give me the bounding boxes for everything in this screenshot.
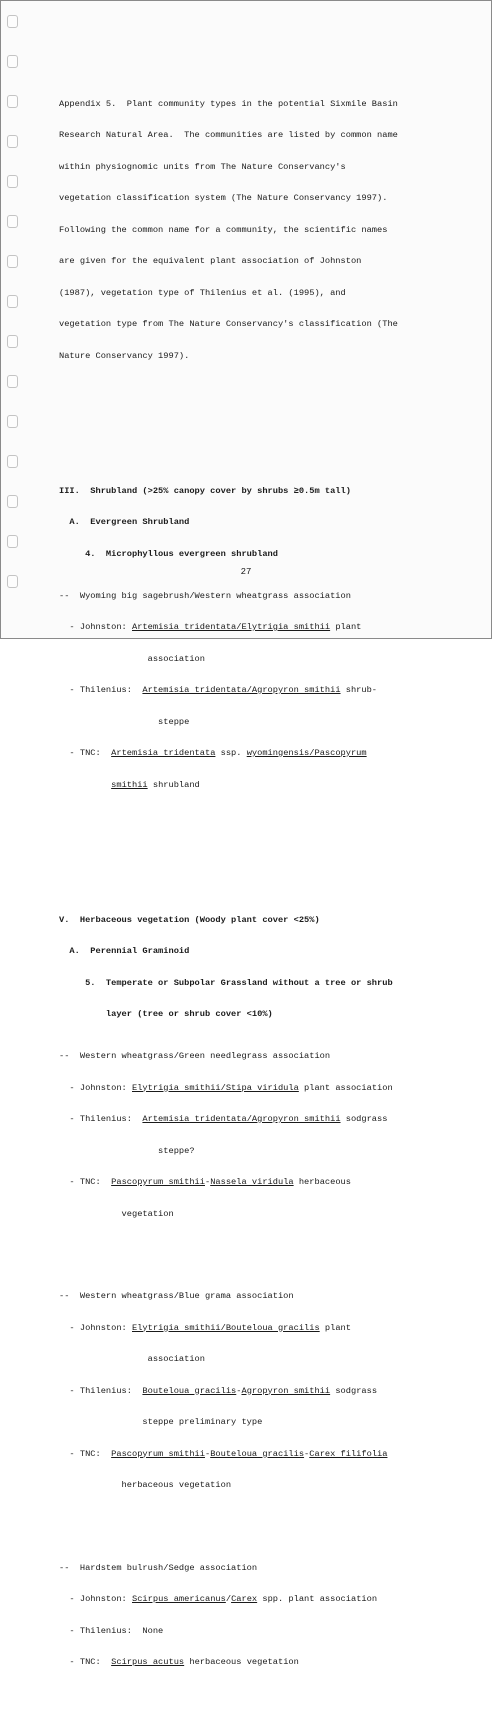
subsection-heading: 4. Microphyllous evergreen shrubland <box>59 548 278 559</box>
thilenius-entry-cont: steppe? <box>59 1145 195 1156</box>
section-heading: V. Herbaceous vegetation (Woody plant cover <25%) <box>59 914 320 925</box>
section-herbaceous <box>59 894 474 1689</box>
binding-hole <box>7 255 18 268</box>
intro-line: vegetation classification system (The Nature Conservancy 1997). <box>59 193 388 203</box>
intro-line: (1987), vegetation type of Thilenius et al. (1995), and <box>59 287 346 298</box>
thilenius-entry: - Thilenius: None <box>59 1625 164 1636</box>
binding-hole <box>7 55 18 68</box>
page-number: 27 <box>240 567 252 577</box>
binding-hole <box>7 335 18 348</box>
community-name: -- Wyoming big sagebrush/Western wheatgrass association <box>59 590 351 601</box>
intro-line: Appendix 5. Plant community types in the potential Sixmile Basin <box>59 98 398 109</box>
section-heading: III. Shrubland (>25% canopy cover by shrubs ≥0.5m tall) <box>59 485 351 496</box>
binding-hole <box>7 135 18 148</box>
binding-hole <box>7 215 18 228</box>
community-name: -- Western wheatgrass/Blue grama association <box>59 1291 294 1301</box>
tnc-entry: - TNC: Pascopyrum smithii-Nassela viridula herbaceous <box>59 1177 351 1187</box>
thilenius-entry: - Thilenius: Artemisia tridentata/Agropyron smithii sodgrass <box>59 1114 388 1124</box>
binding-hole <box>7 535 18 548</box>
binding-hole <box>7 455 18 468</box>
binding-holes <box>5 15 19 615</box>
thilenius-entry-cont: steppe preliminary type <box>59 1417 263 1427</box>
intro-line: Nature Conservancy 1997). <box>59 350 190 361</box>
subsection-heading: A. Perennial Graminoid <box>59 946 190 956</box>
tnc-entry-cont: vegetation <box>59 1208 174 1219</box>
johnston-entry-cont: association <box>59 653 205 664</box>
tnc-entry: - TNC: Scirpus acutus herbaceous vegetation <box>59 1657 299 1667</box>
binding-hole <box>7 95 18 108</box>
tnc-entry-cont: smithii shrubland <box>111 779 200 790</box>
binding-hole <box>7 415 18 428</box>
intro-paragraph <box>59 78 474 383</box>
thilenius-entry-cont: steppe <box>59 716 190 727</box>
binding-hole <box>7 495 18 508</box>
section-shrubland <box>59 465 474 812</box>
intro-line: Research Natural Area. The communities are listed by common name <box>59 130 398 140</box>
johnston-entry: - Johnston: Elytrigia smithii/Stipa viridula plant association <box>59 1082 393 1093</box>
binding-hole <box>7 295 18 308</box>
community-name: -- Hardstem bulrush/Sedge association <box>59 1562 258 1573</box>
thilenius-entry: - Thilenius: Artemisia tridentata/Agropyron smithii shrub- <box>59 685 378 695</box>
binding-hole <box>7 175 18 188</box>
document-body <box>59 46 474 1710</box>
tnc-entry: - TNC: Pascopyrum smithii-Bouteloua gracilis-Carex filifolia <box>59 1448 388 1459</box>
johnston-entry: - Johnston: Scirpus americanus/Carex spp. plant association <box>59 1594 378 1604</box>
subsection-heading: layer (tree or shrub cover <10%) <box>59 1009 273 1019</box>
johnston-entry: - Johnston: Elytrigia smithii/Bouteloua gracilis plant <box>59 1322 351 1333</box>
tnc-entry-cont: herbaceous vegetation <box>59 1480 232 1490</box>
binding-hole <box>7 375 18 388</box>
community-name: -- Western wheatgrass/Green needlegrass association <box>59 1051 331 1061</box>
johnston-entry-cont: association <box>59 1354 205 1364</box>
intro-line: vegetation type from The Nature Conservancy's classification (The <box>59 319 398 329</box>
subsection-heading: A. Evergreen Shrubland <box>59 517 190 527</box>
thilenius-entry: - Thilenius: Bouteloua gracilis-Agropyron smithii sodgrass <box>59 1385 378 1396</box>
johnston-entry: - Johnston: Artemisia tridentata/Elytrigia smithii plant <box>59 622 362 632</box>
binding-hole <box>7 15 18 28</box>
intro-line: Following the common name for a community, the scientific names <box>59 224 388 235</box>
intro-line: within physiognomic units from The Nature Conservancy's <box>59 161 346 172</box>
tnc-entry: - TNC: Artemisia tridentata ssp. wyomingensis/Pascopyrum <box>59 748 367 758</box>
intro-line: are given for the equivalent plant association of Johnston <box>59 256 362 266</box>
subsection-heading: 5. Temperate or Subpolar Grassland without a tree or shrub <box>59 977 393 988</box>
